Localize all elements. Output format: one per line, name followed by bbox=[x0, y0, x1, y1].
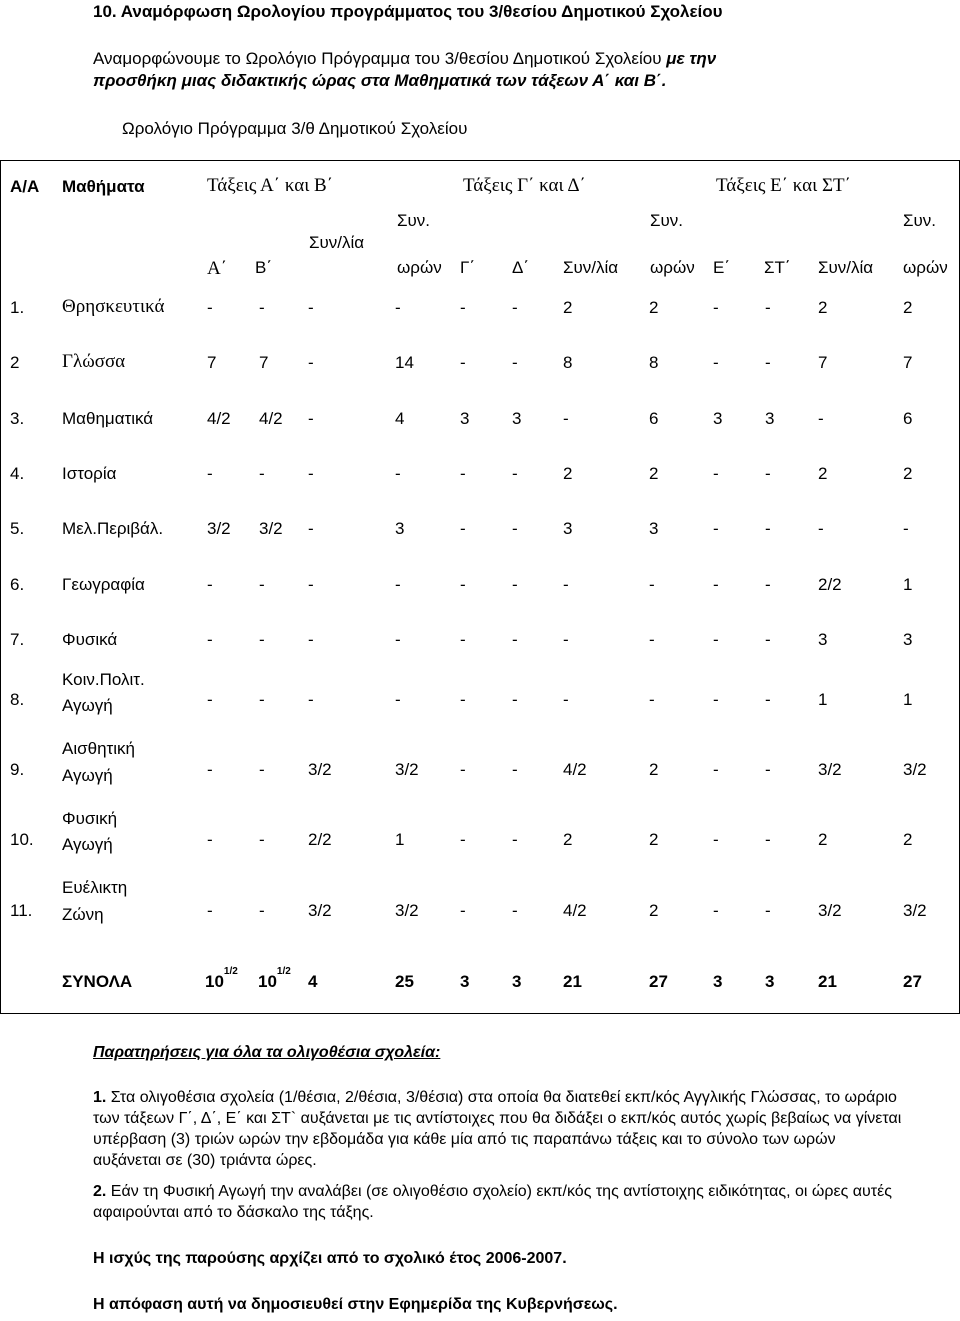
totals-cell: 4 bbox=[308, 972, 318, 991]
table-cell: - bbox=[713, 760, 719, 779]
table-cell: 1 bbox=[903, 690, 913, 709]
note-2-number: 2. bbox=[93, 1183, 107, 1200]
table-cell: 2 bbox=[818, 298, 828, 317]
table-cell: - bbox=[563, 690, 569, 709]
table-cell: - bbox=[395, 464, 401, 483]
table-cell: - bbox=[207, 901, 213, 920]
row-subject-line: Φυσική bbox=[62, 809, 118, 828]
table-cell: 2 bbox=[563, 298, 573, 317]
table-cell: 2 bbox=[649, 464, 659, 483]
table-cell: - bbox=[713, 464, 719, 483]
table-cell: 2 bbox=[563, 464, 573, 483]
table-cell: - bbox=[765, 690, 771, 709]
totals-cell: 27 bbox=[649, 972, 668, 991]
table-cell: 2 bbox=[903, 298, 913, 317]
row-subject-line: Ζώνη bbox=[62, 905, 104, 924]
note-2 bbox=[93, 1181, 903, 1223]
table-cell: - bbox=[207, 830, 213, 849]
row-subject: Μελ.Περιβάλ. bbox=[62, 519, 164, 538]
table-cell: - bbox=[259, 760, 265, 779]
table-cell: - bbox=[512, 830, 518, 849]
header-col-syn-1: Συν. bbox=[397, 211, 431, 230]
table-cell: 3/2 bbox=[818, 760, 842, 779]
table-cell: - bbox=[308, 519, 314, 538]
row-number: 7. bbox=[10, 630, 25, 649]
table-cell: 3/2 bbox=[207, 519, 231, 538]
section-title: 10. Αναμόρφωση Ωρολογίου προγράμματος του 3/θεσίου Δημοτικού Σχολείου bbox=[93, 2, 723, 21]
table-cell: 7 bbox=[259, 353, 269, 372]
table-cell: 2 bbox=[818, 464, 828, 483]
header-col-synlia-2: Συν/λία bbox=[563, 258, 619, 277]
schedule-subtitle: Ωρολόγιο Πρόγραμμα 3/θ Δημοτικού Σχολείου bbox=[122, 119, 468, 138]
table-cell: 3 bbox=[713, 409, 723, 428]
table-cell: - bbox=[713, 519, 719, 538]
header-col-oron-3: ωρών bbox=[903, 258, 948, 277]
table-cell: 3 bbox=[903, 630, 913, 649]
row-subject-line: Κοιν.Πολιτ. bbox=[62, 670, 145, 689]
table-cell: - bbox=[460, 760, 466, 779]
table-cell: 3/2 bbox=[818, 901, 842, 920]
table-cell: - bbox=[649, 690, 655, 709]
table-cell: - bbox=[207, 575, 213, 594]
header-col-a: Α΄ bbox=[207, 258, 228, 279]
table-cell: - bbox=[207, 630, 213, 649]
totals-label: ΣΥΝΟΛΑ bbox=[62, 972, 133, 991]
row-subject: Γλώσσα bbox=[62, 351, 126, 372]
table-cell: 3 bbox=[765, 409, 775, 428]
table-cell: - bbox=[512, 575, 518, 594]
table-cell: - bbox=[713, 353, 719, 372]
table-cell: 8 bbox=[563, 353, 573, 372]
table-cell: 4 bbox=[395, 409, 405, 428]
table-cell: - bbox=[395, 298, 401, 317]
table-cell: - bbox=[207, 760, 213, 779]
table-cell: 4/2 bbox=[207, 409, 231, 428]
table-left-border bbox=[0, 160, 1, 1014]
table-cell: 1 bbox=[903, 575, 913, 594]
row-subject: Ιστορία bbox=[62, 464, 117, 483]
table-cell: - bbox=[765, 630, 771, 649]
table-bottom-border bbox=[0, 1013, 960, 1014]
row-subject: Μαθηματικά bbox=[62, 409, 154, 428]
table-cell: - bbox=[259, 630, 265, 649]
table-cell: 4/2 bbox=[563, 760, 587, 779]
table-cell: 3 bbox=[512, 409, 522, 428]
table-cell: - bbox=[649, 630, 655, 649]
table-cell: - bbox=[259, 830, 265, 849]
table-cell: - bbox=[713, 630, 719, 649]
table-cell: - bbox=[460, 298, 466, 317]
table-cell: - bbox=[207, 464, 213, 483]
row-number: 9. bbox=[10, 760, 25, 779]
totals-cell: 21 bbox=[563, 972, 582, 991]
row-number: 6. bbox=[10, 575, 25, 594]
header-grades-est: Τάξεις Ε΄ και ΣΤ΄ bbox=[716, 175, 851, 196]
table-cell: 7 bbox=[207, 353, 217, 372]
table-cell: - bbox=[512, 690, 518, 709]
table-cell: - bbox=[395, 690, 401, 709]
table-cell: 2 bbox=[649, 901, 659, 920]
header-col-synlia-1: Συν/λία bbox=[309, 233, 365, 252]
table-cell: 1 bbox=[818, 690, 828, 709]
table-cell: - bbox=[563, 409, 569, 428]
table-cell: 3 bbox=[395, 519, 405, 538]
table-cell: - bbox=[512, 464, 518, 483]
table-cell: 2 bbox=[649, 760, 659, 779]
row-subject: Φυσικά bbox=[62, 630, 118, 649]
validity-statement: Η ισχύς της παρούσης αρχίζει από το σχολικό έτος 2006-2007. bbox=[93, 1250, 567, 1267]
table-cell: 2 bbox=[903, 830, 913, 849]
table-cell: - bbox=[563, 630, 569, 649]
header-col-d: Δ΄ bbox=[512, 258, 530, 277]
publication-statement: Η απόφαση αυτή να δημοσιευθεί στην Εφημερίδα της Κυβερνήσεως. bbox=[93, 1296, 618, 1313]
row-number: 11. bbox=[10, 901, 33, 920]
table-cell: - bbox=[818, 409, 824, 428]
table-cell: - bbox=[259, 298, 265, 317]
totals-cell: 27 bbox=[903, 972, 922, 991]
notes-heading: Παρατηρήσεις για όλα τα ολιγοθέσια σχολεία: bbox=[93, 1044, 441, 1061]
totals-cell: 21 bbox=[818, 972, 837, 991]
row-number: 3. bbox=[10, 409, 25, 428]
table-cell: 7 bbox=[903, 353, 913, 372]
table-cell: 2 bbox=[818, 830, 828, 849]
header-grades-gd: Τάξεις Γ΄ και Δ΄ bbox=[463, 175, 586, 196]
table-cell: - bbox=[512, 298, 518, 317]
totals-cell: 3 bbox=[765, 972, 775, 991]
table-cell: - bbox=[512, 760, 518, 779]
note-1-number: 1. bbox=[93, 1089, 107, 1106]
note-1-text: Στα ολιγοθέσια σχολεία (1/θέσια, 2/θέσια, 3/θέσια) στα οποία θα διατεθεί εκπ/κός Αγγλικής Γλώσσας, το ωράριο των τάξεων Γ΄, Δ΄, Ε΄ και ΣΤ` αυξάνεται με τις αντίστοιχες που θα διδάξει ο εκπ/κός αυτός χωρίς βεβαίως να γίνεται υπέρβαση (3) τριών ωρών την εβδομάδα για κάθε μία από τις παραπάνω τάξεις και το σύνολο των ωρών αυξάνεται σε (30) τριάντα ώρες. bbox=[93, 1089, 902, 1169]
table-cell: 3 bbox=[818, 630, 828, 649]
table-cell: - bbox=[460, 901, 466, 920]
intro-text: Αναμορφώνουμε το Ωρολόγιο Πρόγραμμα του 3/θεσίου Δημοτικού Σχολείου bbox=[93, 49, 667, 68]
row-subject-line: Αισθητική bbox=[62, 739, 135, 758]
header-grades-ab: Τάξεις Α΄ και Β΄ bbox=[207, 175, 334, 196]
table-cell: - bbox=[512, 901, 518, 920]
row-number: 1. bbox=[10, 298, 25, 317]
table-cell: - bbox=[259, 901, 265, 920]
table-cell: 1 bbox=[395, 830, 405, 849]
row-number: 4. bbox=[10, 464, 25, 483]
table-cell: - bbox=[460, 690, 466, 709]
totals-b bbox=[258, 966, 291, 992]
table-cell: 3/2 bbox=[308, 901, 332, 920]
row-number: 10. bbox=[10, 830, 34, 849]
row-subject-line: Αγωγή bbox=[62, 696, 113, 715]
table-cell: - bbox=[713, 830, 719, 849]
note-1 bbox=[93, 1087, 903, 1171]
totals-a bbox=[205, 966, 238, 992]
table-cell: - bbox=[512, 519, 518, 538]
table-cell: - bbox=[765, 830, 771, 849]
table-cell: - bbox=[308, 630, 314, 649]
table-cell: 2/2 bbox=[818, 575, 842, 594]
table-cell: - bbox=[395, 630, 401, 649]
row-number: 8. bbox=[10, 690, 25, 709]
table-cell: - bbox=[259, 575, 265, 594]
totals-cell: 3 bbox=[512, 972, 522, 991]
table-cell: 3/2 bbox=[308, 760, 332, 779]
table-cell: - bbox=[765, 760, 771, 779]
table-cell: 2 bbox=[649, 830, 659, 849]
table-cell: - bbox=[765, 519, 771, 538]
totals-cell: 3 bbox=[460, 972, 470, 991]
table-cell: - bbox=[259, 464, 265, 483]
table-cell: 2 bbox=[563, 830, 573, 849]
header-subjects: Μαθήματα bbox=[62, 177, 145, 196]
table-top-border bbox=[0, 160, 960, 161]
table-cell: - bbox=[460, 519, 466, 538]
table-cell: - bbox=[713, 901, 719, 920]
table-cell: 2/2 bbox=[308, 830, 332, 849]
row-number: 5. bbox=[10, 519, 25, 538]
table-cell: - bbox=[460, 464, 466, 483]
table-cell: - bbox=[460, 353, 466, 372]
header-col-b: Β΄ bbox=[255, 258, 272, 277]
table-cell: - bbox=[765, 464, 771, 483]
table-cell: 3 bbox=[649, 519, 659, 538]
table-cell: - bbox=[308, 298, 314, 317]
totals-a-fraction: 1/2 bbox=[223, 966, 238, 977]
table-cell: - bbox=[308, 690, 314, 709]
table-cell: - bbox=[818, 519, 824, 538]
note-2-text: Εάν τη Φυσική Αγωγή την αναλάβει (σε ολιγοθέσιο σχολείο) εκπ/κός της αντίστοιχης ειδικότητας, οι ώρες αυτές αφαιρούνται από το δάσκαλο της τάξης. bbox=[93, 1183, 892, 1221]
table-cell: - bbox=[207, 298, 213, 317]
header-col-e: Ε΄ bbox=[713, 258, 730, 277]
table-cell: 3/2 bbox=[903, 760, 927, 779]
table-cell: - bbox=[765, 575, 771, 594]
table-cell: - bbox=[259, 690, 265, 709]
table-cell: - bbox=[903, 519, 909, 538]
row-number: 2 bbox=[10, 353, 20, 372]
header-col-synlia-3: Συν/λία bbox=[818, 258, 874, 277]
row-subject: Γεωγραφία bbox=[62, 575, 145, 594]
totals-cell: 25 bbox=[395, 972, 414, 991]
table-cell: - bbox=[308, 409, 314, 428]
header-col-oron-1: ωρών bbox=[397, 258, 442, 277]
table-cell: 2 bbox=[903, 464, 913, 483]
intro-emphasis: με την bbox=[666, 49, 717, 68]
totals-b-fraction: 1/2 bbox=[276, 966, 291, 977]
table-cell: - bbox=[460, 830, 466, 849]
header-aa: Α/Α bbox=[10, 177, 40, 196]
row-subject-line: Αγωγή bbox=[62, 766, 113, 785]
table-cell: 3/2 bbox=[259, 519, 283, 538]
table-cell: - bbox=[713, 575, 719, 594]
table-cell: 4/2 bbox=[259, 409, 283, 428]
totals-b-base: 10 bbox=[258, 972, 277, 991]
table-cell: - bbox=[460, 630, 466, 649]
table-cell: 14 bbox=[395, 353, 414, 372]
table-cell: 3/2 bbox=[395, 760, 419, 779]
table-cell: 7 bbox=[818, 353, 828, 372]
header-col-syn-2: Συν. bbox=[650, 211, 684, 230]
table-cell: 3 bbox=[563, 519, 573, 538]
header-col-g: Γ΄ bbox=[460, 258, 476, 277]
intro-line-1 bbox=[93, 49, 716, 69]
table-cell: 6 bbox=[649, 409, 659, 428]
header-col-syn-3: Συν. bbox=[903, 211, 937, 230]
totals-cell: 3 bbox=[713, 972, 723, 991]
table-cell: - bbox=[308, 575, 314, 594]
table-cell: - bbox=[765, 353, 771, 372]
table-cell: - bbox=[765, 901, 771, 920]
table-cell: 6 bbox=[903, 409, 913, 428]
table-cell: 3 bbox=[460, 409, 470, 428]
intro-line-2: προσθήκη μιας διδακτικής ώρας στα Μαθηματικά των τάξεων Α΄ και Β΄. bbox=[93, 71, 667, 90]
row-subject: Θρησκευτικά bbox=[62, 296, 165, 317]
table-cell: - bbox=[207, 690, 213, 709]
table-cell: - bbox=[308, 464, 314, 483]
table-cell: 3/2 bbox=[903, 901, 927, 920]
table-cell: - bbox=[713, 298, 719, 317]
table-cell: 4/2 bbox=[563, 901, 587, 920]
table-cell: 8 bbox=[649, 353, 659, 372]
table-cell: - bbox=[308, 353, 314, 372]
table-cell: - bbox=[649, 575, 655, 594]
table-cell: - bbox=[395, 575, 401, 594]
table-cell: 3/2 bbox=[395, 901, 419, 920]
header-col-st: ΣΤ΄ bbox=[764, 258, 791, 277]
table-cell: 2 bbox=[649, 298, 659, 317]
table-cell: - bbox=[765, 298, 771, 317]
table-cell: - bbox=[512, 353, 518, 372]
totals-a-base: 10 bbox=[205, 972, 224, 991]
table-cell: - bbox=[512, 630, 518, 649]
table-cell: - bbox=[563, 575, 569, 594]
row-subject-line: Ευέλικτη bbox=[62, 878, 128, 897]
table-cell: - bbox=[713, 690, 719, 709]
table-cell: - bbox=[460, 575, 466, 594]
header-col-oron-2: ωρών bbox=[650, 258, 695, 277]
row-subject-line: Αγωγή bbox=[62, 835, 113, 854]
